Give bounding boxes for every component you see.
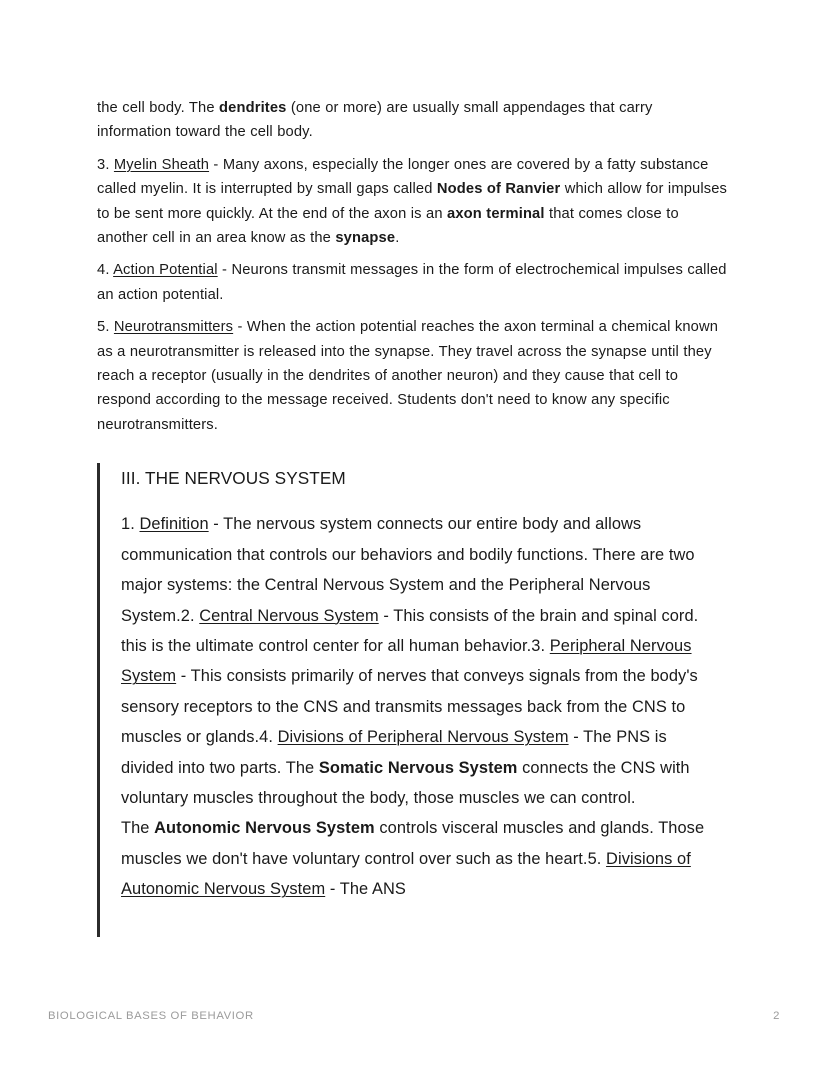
paragraph-myelin-sheath bbox=[97, 153, 731, 251]
underlined-term-definition: Definition bbox=[139, 515, 209, 534]
text-segment: - This consists of the brain and spinal cord. this is the ultimate control center for all human behavior. bbox=[121, 606, 699, 655]
bold-term-axon-terminal: axon terminal bbox=[447, 205, 545, 222]
footer-page-number: 2 bbox=[773, 1010, 780, 1022]
list-number: 2. bbox=[180, 606, 200, 625]
list-number: 4. bbox=[97, 262, 114, 279]
list-number: 5. bbox=[97, 319, 114, 336]
bold-term-synapse: synapse bbox=[335, 230, 396, 247]
text-segment: (one or more) are usually small appendages that carry information toward the cell body. bbox=[97, 100, 653, 141]
paragraph-action-potential bbox=[97, 258, 731, 307]
quote-paragraph-autonomic bbox=[121, 813, 710, 904]
quote-bottom-spacer bbox=[121, 905, 710, 937]
bold-term-nodes-of-ranvier: Nodes of Ranvier bbox=[436, 181, 561, 198]
underlined-term-neurotransmitters: Neurotransmitters bbox=[113, 319, 234, 336]
text-segment: - The ANS bbox=[325, 880, 406, 899]
footer-title: BIOLOGICAL BASES OF BEHAVIOR bbox=[48, 1010, 254, 1022]
text-segment: - The nervous system connects our entire body and allows communication that controls our behaviors and bodily functions. There are two major systems: the Central Nervous System and the Peripheral Nervous System. bbox=[121, 515, 695, 625]
text-segment: . bbox=[395, 230, 400, 247]
underlined-term-central-nervous-system: Central Nervous System bbox=[199, 606, 379, 625]
underlined-term-myelin-sheath: Myelin Sheath bbox=[113, 156, 210, 173]
text-segment: which allow for impulses to be sent more quickly. At the end of the axon is an bbox=[97, 181, 728, 222]
text-segment: The bbox=[121, 819, 155, 838]
quote-paragraph-definitions bbox=[121, 509, 710, 813]
nervous-system-quote-block bbox=[97, 463, 710, 936]
page-footer bbox=[48, 1010, 780, 1022]
underlined-term-peripheral-nervous-system: Peripheral Nervous System bbox=[121, 636, 692, 686]
paragraph-neurotransmitters bbox=[97, 315, 731, 437]
text-segment: that comes close to another cell in an area know as the bbox=[97, 205, 679, 247]
text-segment: controls visceral muscles and glands. Those muscles we don't have voluntary control over such as the heart. bbox=[121, 819, 705, 868]
text-segment: - The PNS is divided into two parts. The bbox=[121, 728, 667, 777]
section-heading-nervous-system: III. THE NERVOUS SYSTEM bbox=[121, 468, 346, 489]
bold-term-somatic-nervous-system: Somatic Nervous System bbox=[318, 758, 518, 777]
list-number: 1. bbox=[121, 515, 140, 534]
list-number: 3. bbox=[97, 156, 114, 173]
text-segment: - When the action potential reaches the axon terminal a chemical known as a neurotransmitter is released into the synapse. They travel across the synapse until they reach a receptor (usually in the dendrites of another neuron) and they cause that cell to respond according to the message received. Students don't need to know any specific neurotransmitters. bbox=[97, 319, 719, 433]
paragraph-dendrites bbox=[97, 96, 731, 145]
list-number: 3. bbox=[531, 636, 550, 655]
bold-term-dendrites: dendrites bbox=[219, 100, 287, 116]
bold-term-autonomic-nervous-system: Autonomic Nervous System bbox=[154, 819, 375, 838]
list-number: 5. bbox=[587, 849, 607, 868]
underlined-term-action-potential: Action Potential bbox=[113, 262, 218, 279]
underlined-term-divisions-of-autonomic-nervous-system: Divisions of Autonomic Nervous System bbox=[121, 849, 691, 899]
text-segment: - This consists primarily of nerves that conveys signals from the body's sensory receptors to the CNS and transmits messages back from the CNS to muscles or glands. bbox=[121, 667, 698, 747]
text-segment: connects the CNS with voluntary muscles throughout the body, those muscles we can control. bbox=[121, 758, 690, 807]
text-segment: - Neurons transmit messages in the form of electrochemical impulses called an action potential. bbox=[97, 262, 727, 303]
document-content bbox=[97, 96, 731, 937]
text-segment: - Many axons, especially the longer ones are covered by a fatty substance called myelin. It is interrupted by small gaps called bbox=[97, 156, 709, 198]
list-number: 4. bbox=[259, 728, 278, 747]
text-segment: the cell body. The bbox=[97, 100, 220, 116]
underlined-term-divisions-of-peripheral-nervous-system: Divisions of Peripheral Nervous System bbox=[277, 728, 569, 747]
